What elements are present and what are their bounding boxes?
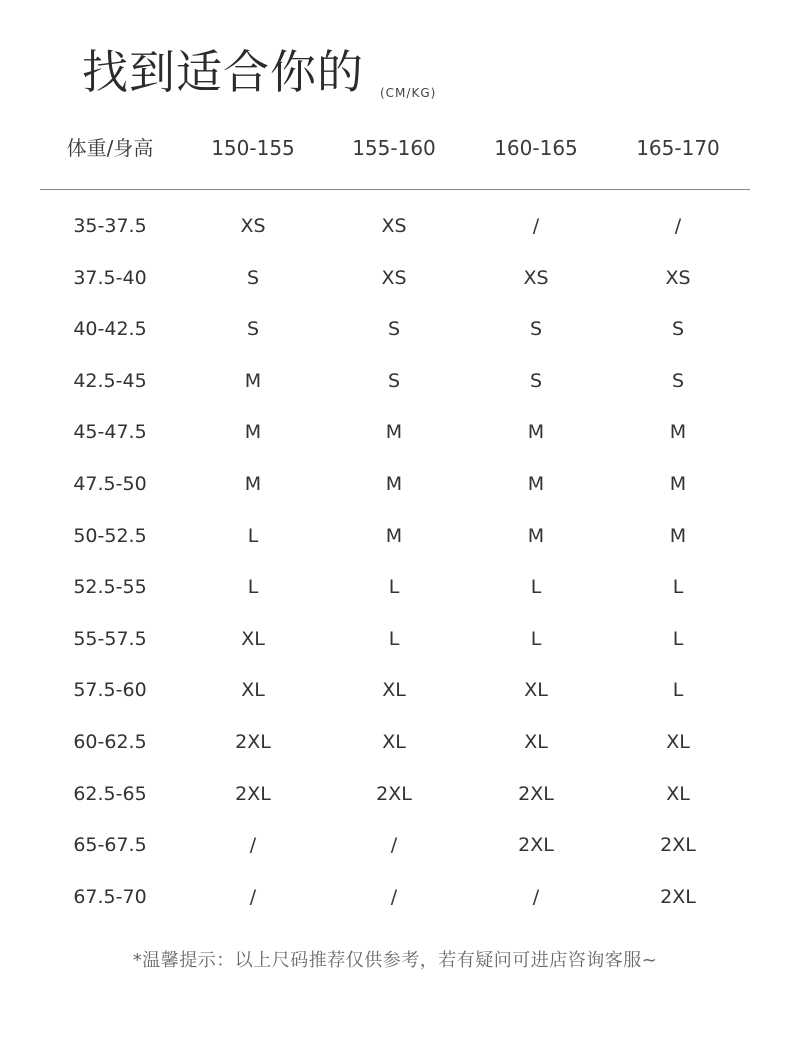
weight-cell: 50-52.5 xyxy=(73,524,147,547)
header-height-160-165: 160-165 xyxy=(494,136,578,160)
weight-cell: 35-37.5 xyxy=(73,215,147,237)
page-title: 找到适合你的 xyxy=(82,45,364,99)
size-cell: M xyxy=(669,524,687,547)
size-cell: / xyxy=(249,885,257,908)
size-cell: / xyxy=(390,834,398,857)
size-cell: M xyxy=(385,472,403,495)
size-cell: L xyxy=(530,576,542,599)
size-cell: M xyxy=(669,472,687,495)
size-cell: XS xyxy=(665,266,691,289)
size-cell: / xyxy=(249,834,257,857)
size-cell: 2XL xyxy=(660,885,696,908)
table-row xyxy=(40,668,750,720)
table-row xyxy=(40,256,750,308)
size-cell: XL xyxy=(666,730,690,753)
size-cell: M xyxy=(527,421,545,444)
table-row xyxy=(40,875,750,927)
weight-cell: 62.5-65 xyxy=(73,782,147,805)
size-cell: XS xyxy=(523,266,549,289)
size-cell: L xyxy=(672,627,684,650)
size-cell: / xyxy=(390,885,398,908)
size-cell: XS xyxy=(381,215,407,237)
weight-cell: 57.5-60 xyxy=(73,679,147,702)
size-cell: S xyxy=(387,369,401,392)
weight-cell: 42.5-45 xyxy=(73,369,147,392)
size-cell: 2XL xyxy=(376,782,412,805)
size-cell: S xyxy=(246,318,260,341)
size-cell: L xyxy=(247,576,259,599)
table-row xyxy=(40,720,750,772)
size-cell: S xyxy=(671,369,685,392)
size-cell: M xyxy=(385,421,403,444)
table-row xyxy=(40,617,750,669)
header-height-155-160: 155-160 xyxy=(352,136,436,160)
header-weight-height: 体重/身高 xyxy=(66,136,154,160)
table-row xyxy=(40,307,750,359)
size-cell: S xyxy=(529,318,543,341)
weight-cell: 55-57.5 xyxy=(73,627,147,650)
size-cell: S xyxy=(529,369,543,392)
header-height-165-170: 165-170 xyxy=(636,136,720,160)
size-cell: XL xyxy=(382,679,406,702)
size-cell: 2XL xyxy=(518,834,554,857)
size-cell: XL xyxy=(524,679,548,702)
weight-cell: 37.5-40 xyxy=(73,266,147,289)
size-cell: XL xyxy=(666,782,690,805)
weight-cell: 47.5-50 xyxy=(73,472,147,495)
size-cell: L xyxy=(247,524,259,547)
size-cell: XL xyxy=(524,730,548,753)
size-cell: M xyxy=(385,524,403,547)
size-cell: S xyxy=(671,318,685,341)
header-divider xyxy=(40,189,750,190)
size-cell: XL xyxy=(241,679,265,702)
title-block xyxy=(82,40,436,104)
table-row xyxy=(40,823,750,875)
size-cell: XL xyxy=(241,627,265,650)
table-row xyxy=(40,359,750,411)
table-row xyxy=(40,462,750,514)
size-cell: M xyxy=(669,421,687,444)
footnote: *温馨提示：以上尺码推荐仅供参考，若有疑问可进店咨询客服~ xyxy=(132,950,658,971)
size-cell: L xyxy=(530,627,542,650)
size-cell: L xyxy=(672,576,684,599)
table-row xyxy=(40,514,750,566)
size-cell: / xyxy=(674,215,682,237)
size-cell: XS xyxy=(381,266,407,289)
size-cell: 2XL xyxy=(235,782,271,805)
size-cell: XS xyxy=(240,215,266,237)
table-row xyxy=(40,410,750,462)
weight-cell: 67.5-70 xyxy=(73,885,147,908)
weight-cell: 45-47.5 xyxy=(73,421,147,444)
size-cell: M xyxy=(244,472,262,495)
size-cell: M xyxy=(527,472,545,495)
weight-cell: 60-62.5 xyxy=(73,730,147,753)
size-cell: S xyxy=(246,266,260,289)
size-cell: L xyxy=(672,679,684,702)
weight-cell: 65-67.5 xyxy=(73,834,147,857)
size-cell: / xyxy=(532,885,540,908)
table-row xyxy=(40,772,750,824)
table-row xyxy=(40,565,750,617)
size-cell: 2XL xyxy=(660,834,696,857)
weight-cell: 52.5-55 xyxy=(73,576,147,599)
table-header xyxy=(40,126,750,170)
table-row xyxy=(40,204,750,256)
size-cell: 2XL xyxy=(518,782,554,805)
size-cell: M xyxy=(244,369,262,392)
size-cell: S xyxy=(387,318,401,341)
header-height-150-155: 150-155 xyxy=(211,136,295,160)
size-cell: 2XL xyxy=(235,730,271,753)
unit-label: (CM/KG) xyxy=(380,86,437,100)
size-cell: L xyxy=(388,576,400,599)
size-cell: XL xyxy=(382,730,406,753)
weight-cell: 40-42.5 xyxy=(73,318,147,341)
size-cell: / xyxy=(532,215,540,237)
size-cell: M xyxy=(527,524,545,547)
size-cell: L xyxy=(388,627,400,650)
size-table-body xyxy=(40,204,750,926)
size-cell: M xyxy=(244,421,262,444)
